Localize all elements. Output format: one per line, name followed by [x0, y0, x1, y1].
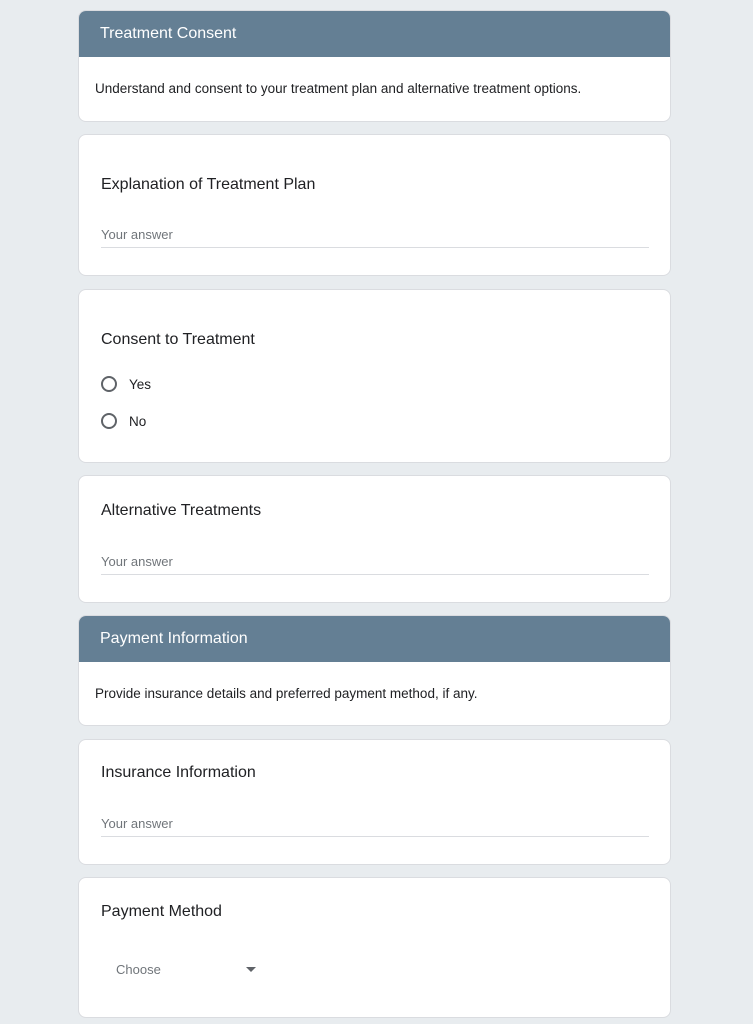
section-description: Provide insurance details and preferred payment method, if any. — [95, 686, 478, 701]
radio-option-no[interactable] — [101, 413, 146, 429]
section-description: Understand and consent to your treatment plan and alternative treatment options. — [95, 81, 582, 96]
question-explanation-of-treatment-plan — [78, 134, 671, 276]
question-title: Consent to Treatment — [101, 331, 255, 348]
alternatives-answer-input[interactable]: Your answer — [101, 554, 649, 575]
insurance-answer-input[interactable]: Your answer — [101, 816, 649, 837]
question-payment-method — [78, 877, 671, 1018]
explanation-answer-input[interactable]: Your answer — [101, 227, 649, 248]
dropdown-selected-value: Choose — [116, 962, 161, 977]
question-title: Insurance Information — [101, 764, 256, 781]
radio-label: Yes — [129, 376, 152, 392]
question-consent-to-treatment — [78, 289, 671, 463]
question-insurance-information — [78, 739, 671, 865]
radio-option-yes[interactable] — [101, 376, 151, 392]
section-title: Treatment Consent — [79, 11, 670, 57]
radio-unchecked-icon[interactable] — [101, 413, 117, 429]
question-title: Explanation of Treatment Plan — [101, 176, 316, 193]
radio-label: No — [129, 413, 147, 429]
question-alternative-treatments — [78, 475, 671, 603]
caret-down-icon[interactable] — [246, 967, 256, 972]
radio-unchecked-icon[interactable] — [101, 376, 117, 392]
question-title: Alternative Treatments — [101, 502, 262, 519]
section-treatment-consent — [78, 10, 671, 122]
question-title: Payment Method — [101, 903, 222, 920]
payment-method-dropdown[interactable] — [116, 962, 256, 977]
section-title: Payment Information — [79, 616, 670, 662]
section-payment-information — [78, 615, 671, 726]
